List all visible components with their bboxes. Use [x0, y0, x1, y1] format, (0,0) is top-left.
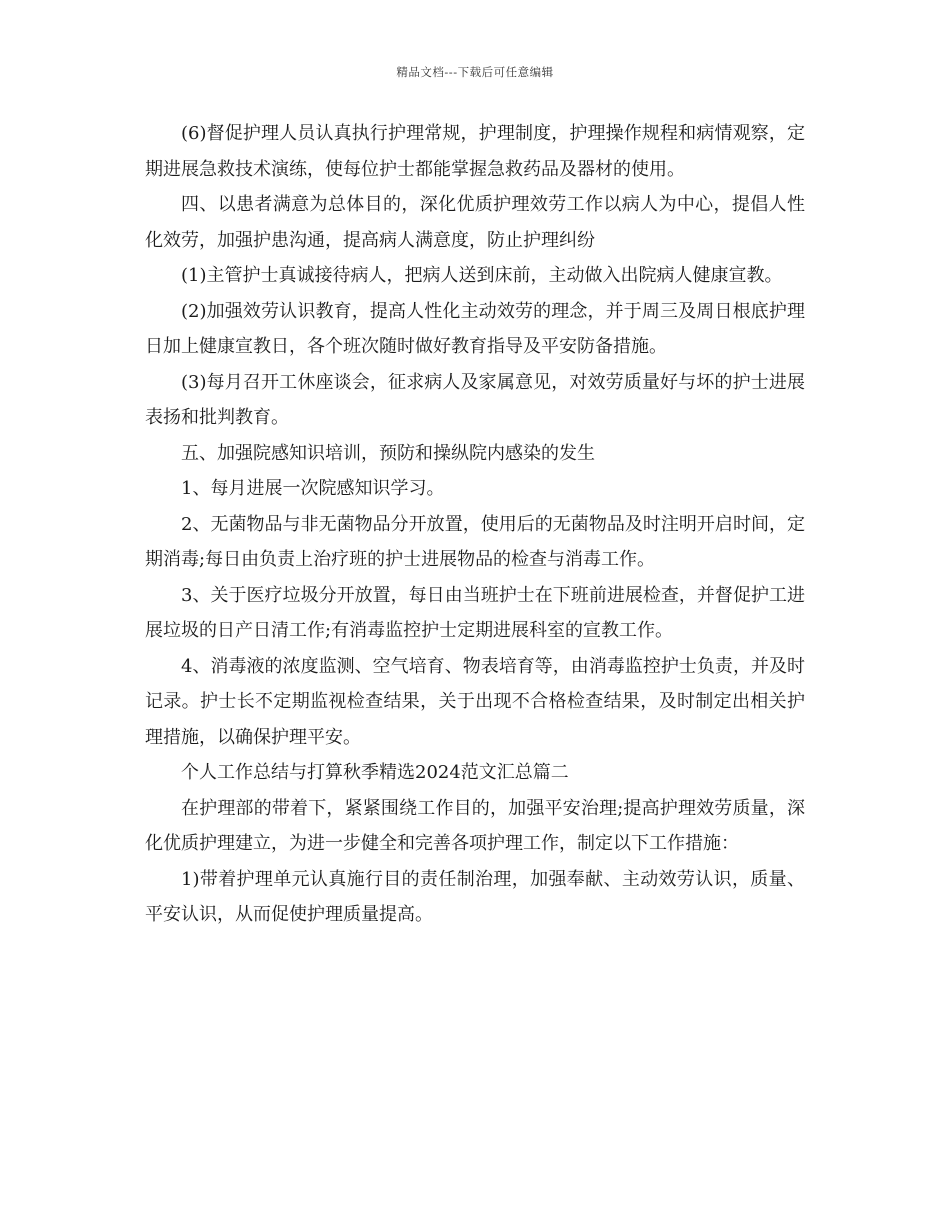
paragraph-item-3: (3)每月召开工休座谈会，征求病人及家属意见，对效劳质量好与坏的护士进展表扬和批判教育。	[145, 371, 805, 428]
page-header: 精品文档---下载后可任意编辑	[396, 65, 554, 79]
section-heading-4: 四、以患者满意为总体目的，深化优质护理效劳工作以病人为中心，提倡人性化效劳，加强护患沟通，提高病人满意度，防止护理纠纷	[145, 194, 805, 251]
paragraph-item-2: (2)加强效劳认识教育，提高人性化主动效劳的理念，并于周三及周日根底护理日加上健康宣教日，各个班次随时做好教育指导及平安防备措施。	[145, 300, 805, 357]
list-item-2: 2、无菌物品与非无菌物品分开放置，使用后的无菌物品及时注明开启时间，定期消毒;每日由负责上治疗班的护士进展物品的检查与消毒工作。	[145, 513, 805, 570]
article-title: 个人工作总结与打算秋季精选2024范文汇总篇二	[181, 762, 569, 783]
list-item-1: 1、每月进展一次院感知识学习。	[181, 478, 445, 499]
paragraph-item-6: (6)督促护理人员认真执行护理常规，护理制度，护理操作规程和病情观察，定期进展急救技术演练，使每位护士都能掌握急救药品及器材的使用。	[145, 123, 805, 180]
paragraph-item-1: (1)主管护士真诚接待病人，把病人送到床前，主动做入出院病人健康宣教。	[181, 265, 783, 286]
measure-item-1: 1)带着护理单元认真施行目的责任制治理，加强奉献、主动效劳认识，质量、平安认识，从而促使护理质量提高。	[145, 868, 805, 925]
list-item-3: 3、关于医疗垃圾分开放置，每日由当班护士在下班前进展检查，并督促护工进展垃圾的日产日清工作;有消毒监控护士定期进展科室的宣教工作。	[145, 584, 805, 641]
section-heading-5: 五、加强院感知识培训，预防和操纵院内感染的发生	[181, 442, 595, 464]
document-body	[145, 116, 805, 933]
intro-paragraph: 在护理部的带着下，紧紧围绕工作目的，加强平安治理;提高护理效劳质量，深化优质护理建立，为进一步健全和完善各项护理工作，制定以下工作措施：	[145, 797, 805, 854]
list-item-4: 4、消毒液的浓度监测、空气培育、物表培育等，由消毒监控护士负责，并及时记录。护士长不定期监视检查结果，关于出现不合格检查结果，及时制定出相关护理措施，以确保护理平安。	[145, 655, 805, 748]
